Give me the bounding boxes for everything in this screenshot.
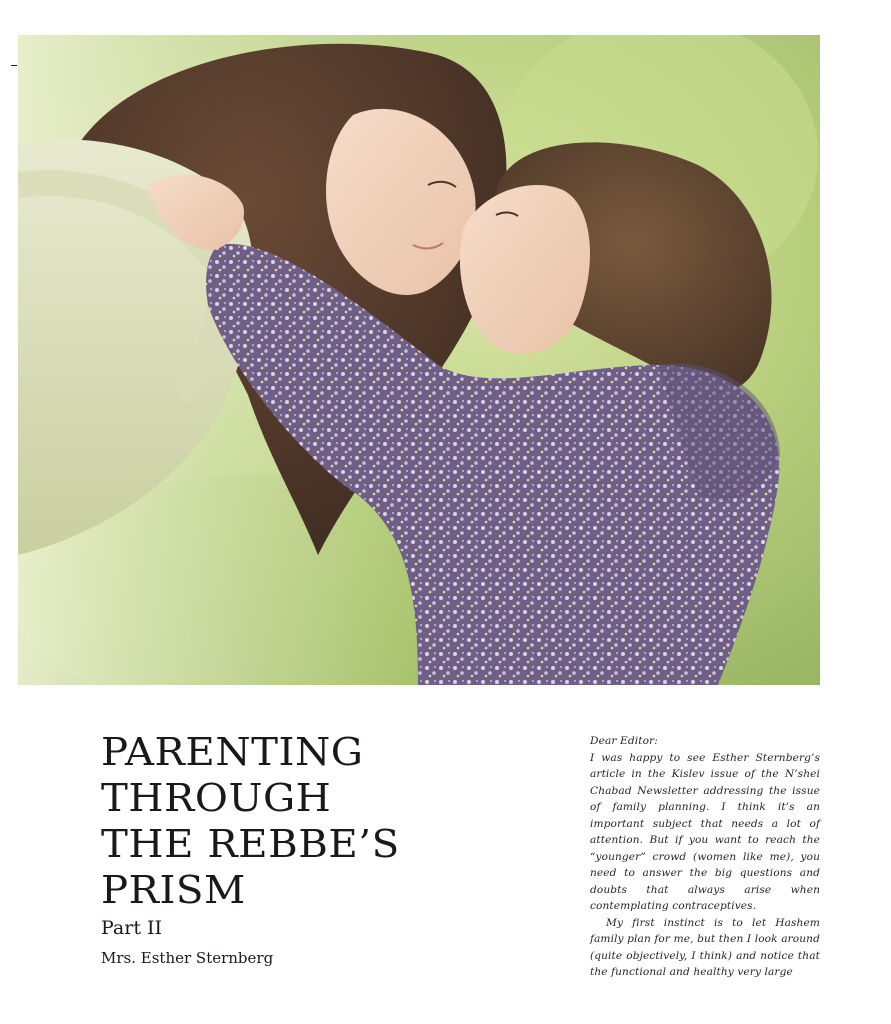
article-author: Mrs. Esther Sternberg bbox=[101, 949, 274, 967]
article-part: Part II bbox=[101, 917, 163, 939]
article-headline bbox=[101, 729, 483, 913]
mother-daughter-photo bbox=[18, 35, 820, 685]
headline-line: THE REBBE’S bbox=[101, 822, 400, 866]
crop-mark bbox=[11, 65, 17, 66]
letter-salutation: Dear Editor: bbox=[590, 735, 658, 747]
headline-line: THROUGH bbox=[101, 776, 332, 820]
article-title-block bbox=[101, 729, 461, 967]
headline-line: PARENTING bbox=[101, 730, 364, 774]
headline-line: PRISM bbox=[101, 868, 246, 912]
letter-to-editor bbox=[590, 733, 820, 981]
letter-paragraph: I was happy to see Esther Sternberg’s article in the Kislev issue of the N’shei Chabad Newsletter addressing the issue of family planning. I think it’s an important subject that needs a lot of attention. But if you want to reach the “younger” crowd (women like me), you need to answer the big questions and doubts that always arise when contemplating contraceptives. bbox=[590, 751, 820, 912]
letter-paragraph: My first instinct is to let Hashem family plan for me, but then I look around (quite objectively, I think) and notice that the functional and healthy very large bbox=[590, 916, 820, 978]
